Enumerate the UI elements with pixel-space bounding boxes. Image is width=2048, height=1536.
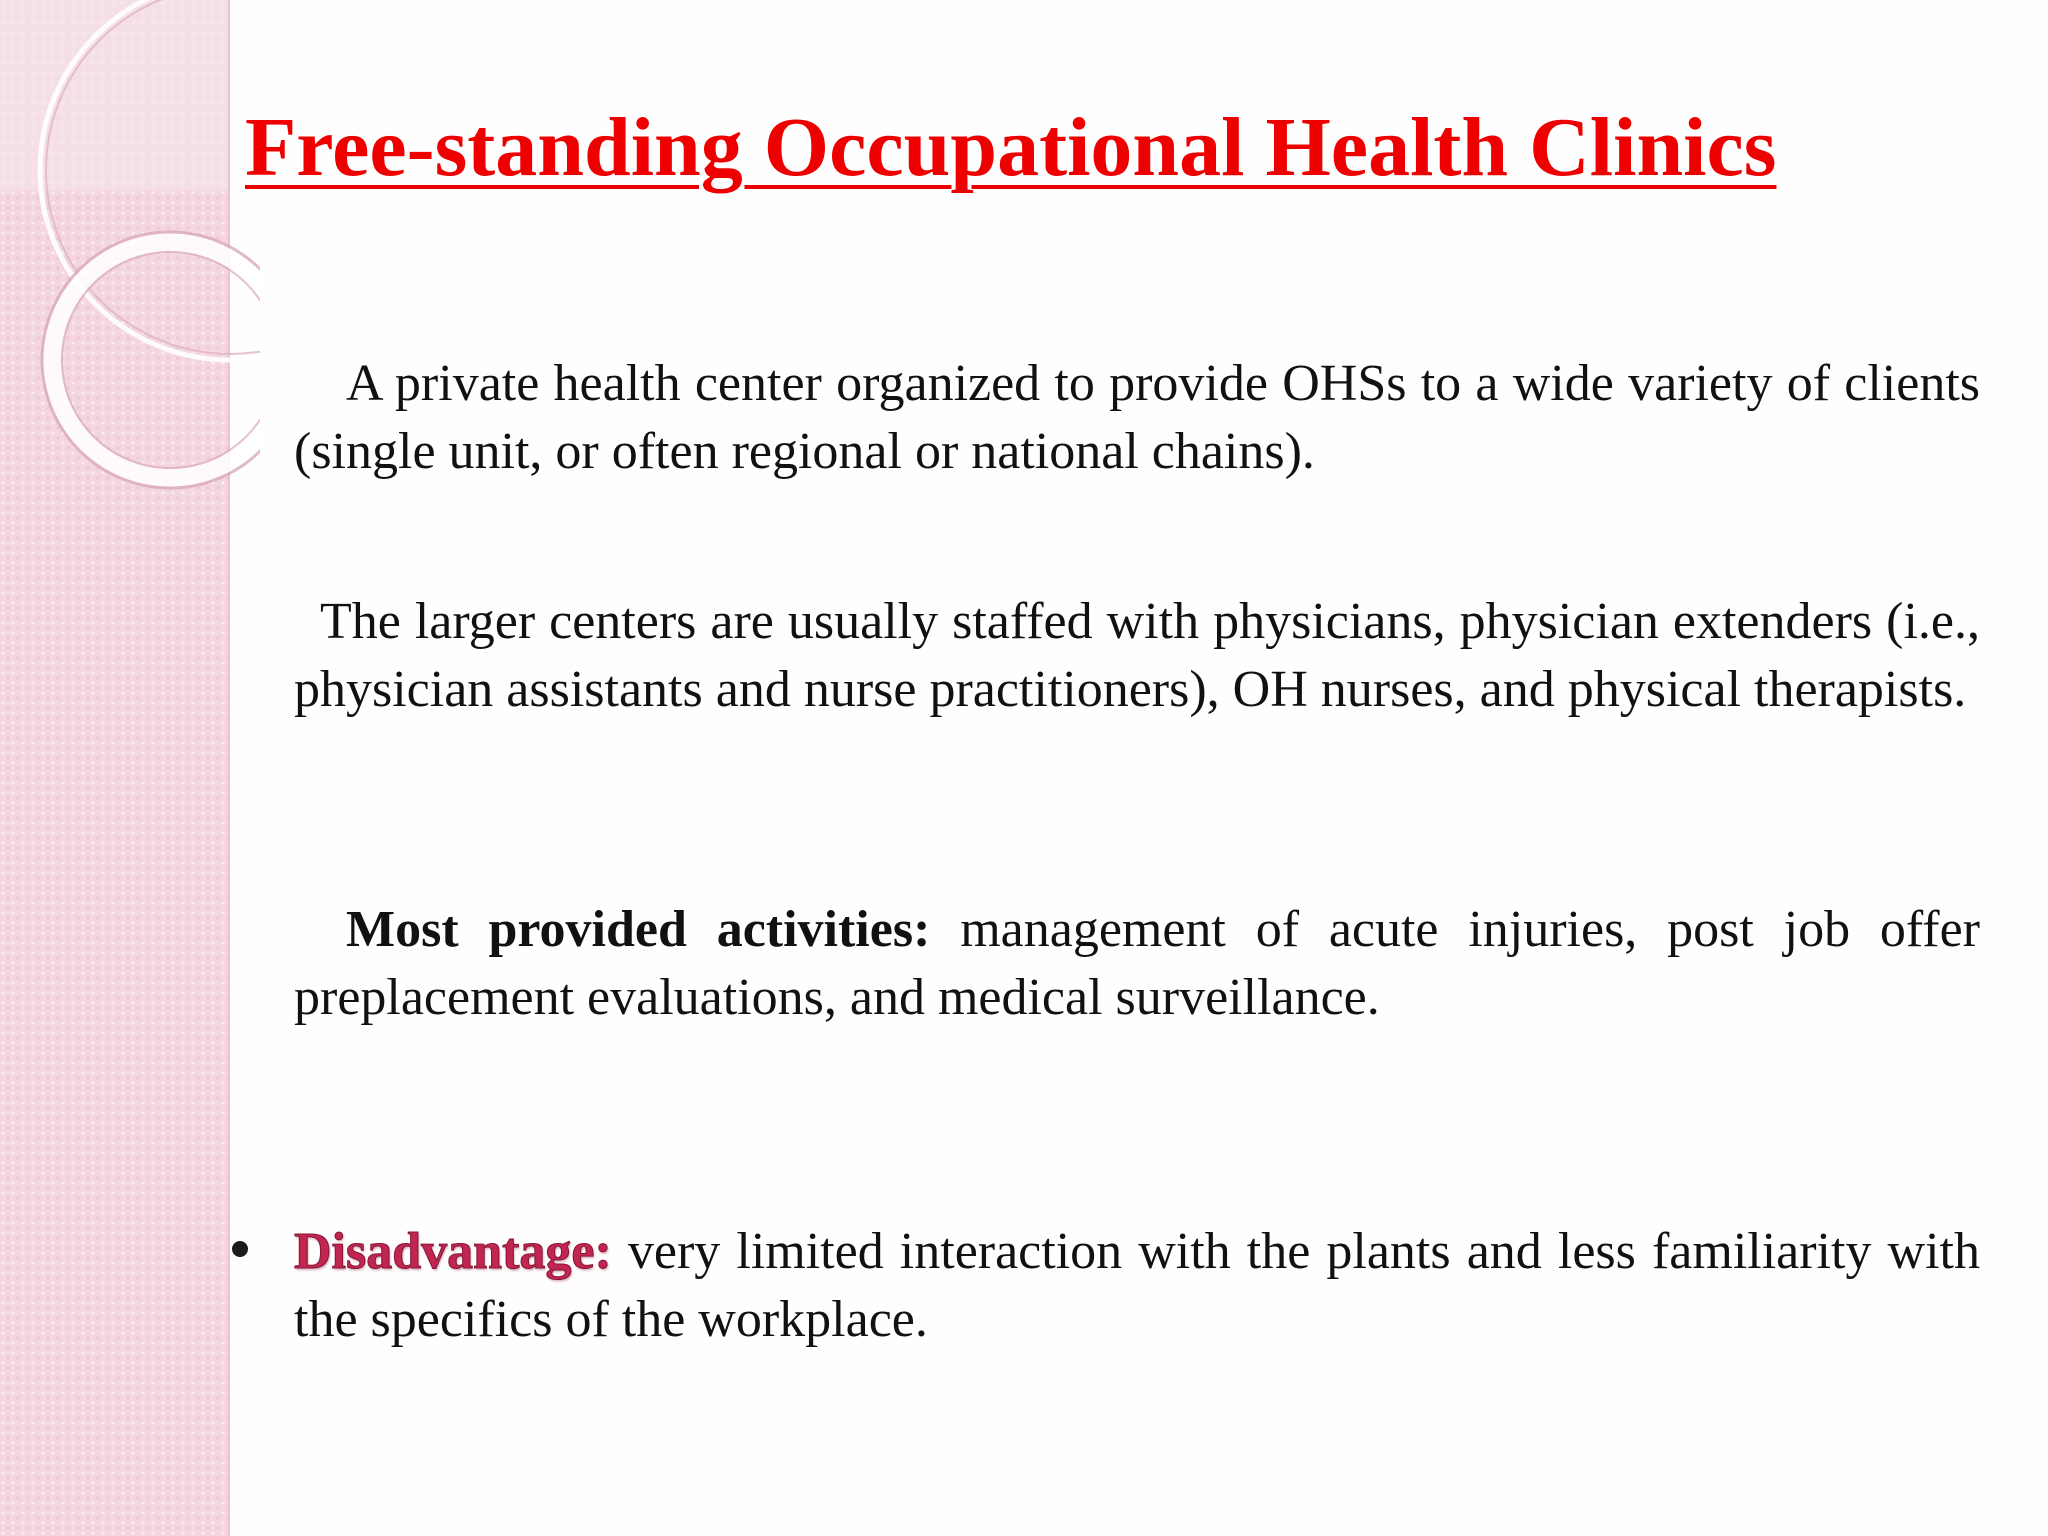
activities-label: Most provided activities: (346, 901, 931, 958)
paragraph-text: The larger centers are usually staffed with physicians, physician extenders (i.e., physician assistants and nurse practitioners), OH nurses, and physical therapists. (294, 593, 1980, 718)
slide-title: Free-standing Occupational Health Clinics (245, 101, 1777, 194)
decorative-rings-icon (0, 0, 260, 520)
disadvantage-label: Disadvantage: (294, 1223, 612, 1280)
bullet-dot-icon (232, 1241, 248, 1257)
paragraph-text: A private health center organized to provide OHSs to a wide variety of clients (single unit, or often regional or national chains). (294, 355, 1980, 480)
paragraph-private-health-center (294, 350, 1980, 486)
paragraph-larger-centers (294, 588, 1980, 724)
disadvantage-text: very limited interaction with the plants and less familiarity with the specifics of the workplace. (294, 1223, 1980, 1348)
bullet-disadvantage (294, 1218, 1980, 1354)
activities-text: management of acute injuries, post job offer preplacement evaluations, and medical surveillance. (294, 901, 1980, 1026)
paragraph-most-provided-activities (294, 896, 1980, 1032)
